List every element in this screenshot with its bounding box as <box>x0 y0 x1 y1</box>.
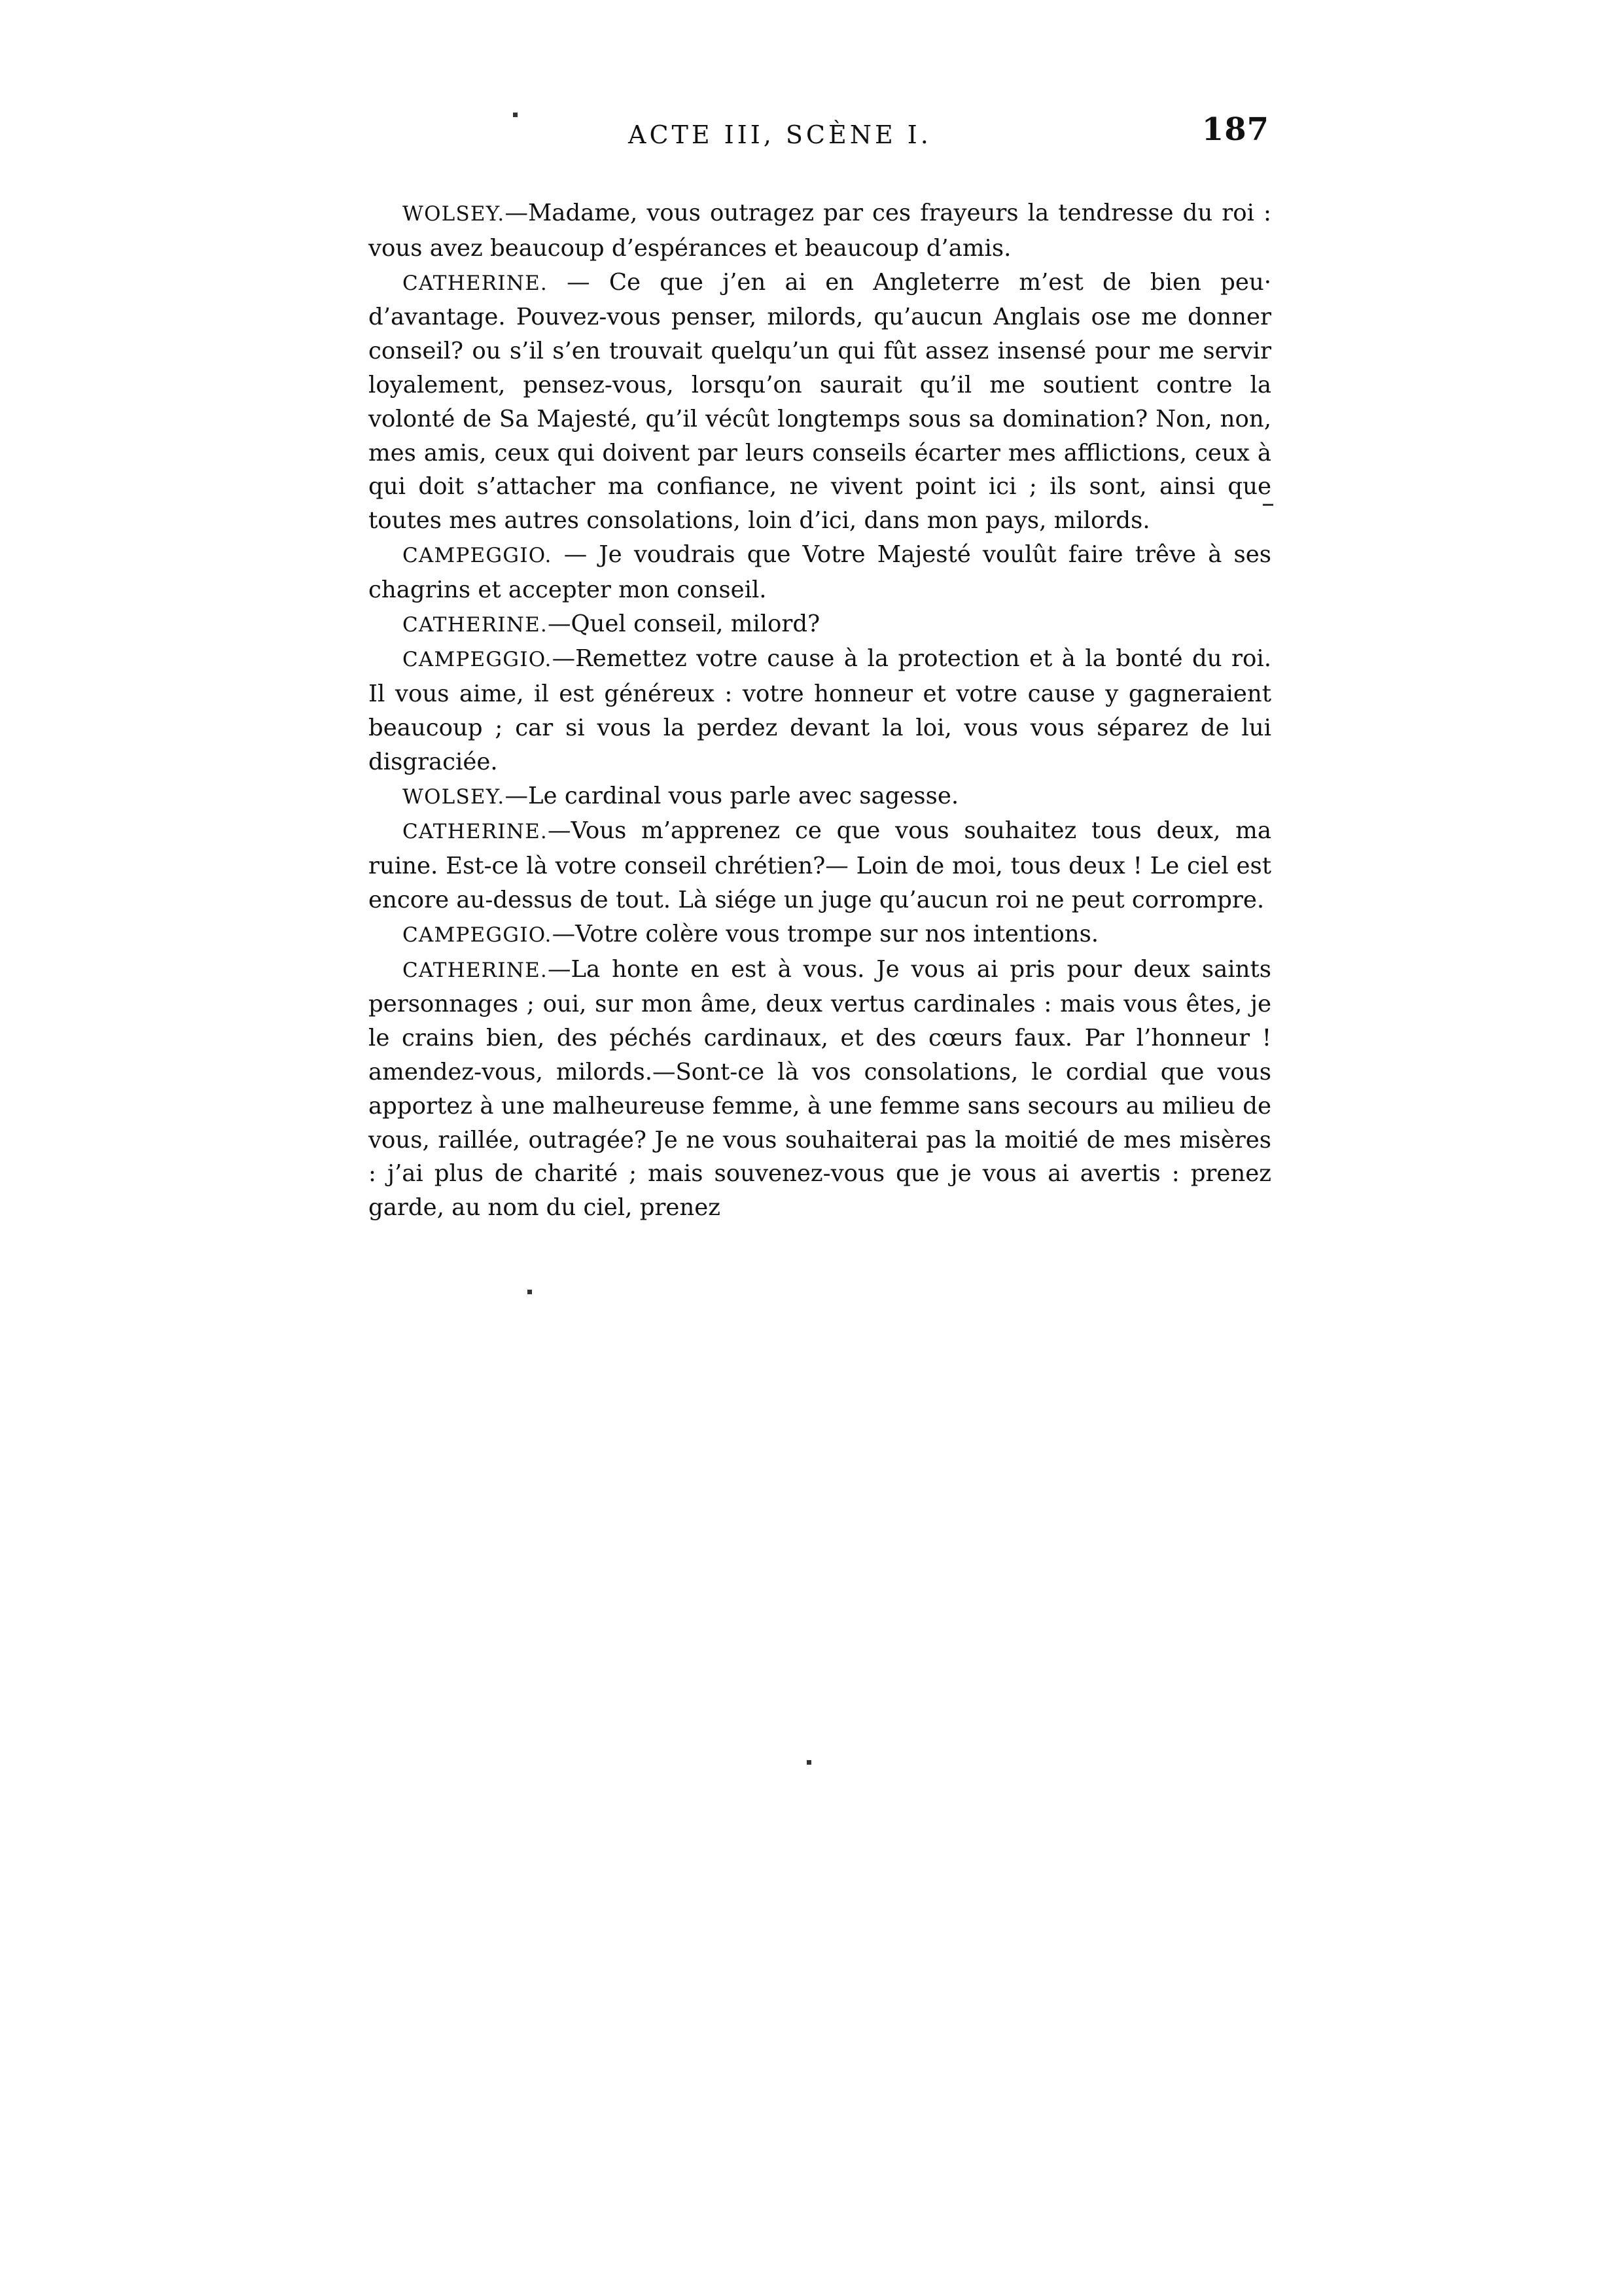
printers-mark-middle <box>527 1290 532 1294</box>
speaker-label: WOLSEY. <box>402 785 505 809</box>
dialogue-paragraph <box>368 642 1271 779</box>
speaker-label: CATHERINE. <box>402 271 548 295</box>
speech-text: — Ce que j’en ai en Angleterre m’est de bien peu· d’avantage. Pouvez-vous penser, milords, qu’aucun Anglais ose me donner conseil? ou s’il s’en trouvait quelqu’un qui fût assez insensé pour me servir loyalement, pensez-vous, lorsqu’on saurait qu’il me soutient contre la volonté de Sa Majesté, qu’il vécût longtemps sous sa domination? Non, non, mes amis, ceux qui doivent par leurs conseils écarter mes afflictions, ceux à qui doit s’attacher ma confiance, ne vivent point ici ; ils sont, ainsi que toutes mes autres consolations, loin d’ici, dans mon pays, milords. <box>368 268 1271 535</box>
speaker-label: CAMPEGGIO. <box>402 923 552 947</box>
dialogue-paragraph <box>368 953 1271 1225</box>
speaker-label: WOLSEY. <box>402 202 505 226</box>
dialogue-paragraph <box>368 607 1271 643</box>
page-header <box>366 111 1269 164</box>
dialogue-paragraph <box>368 814 1271 917</box>
speech-text: —Votre colère vous trompe sur nos intentions. <box>552 920 1099 947</box>
dialogue-paragraph <box>368 266 1271 538</box>
speech-text: —Vous m’apprenez ce que vous souhaitez tous deux, ma ruine. Est-ce là votre conseil chrétien?— Loin de moi, tous deux ! Le ciel est encore au-dessus de tout. Là siége un juge qu’aucun roi ne peut corrompre. <box>368 817 1271 913</box>
speaker-label: CATHERINE. <box>402 820 548 844</box>
body-text <box>368 196 1271 1225</box>
page-number: 187 <box>1201 111 1269 148</box>
dialogue-paragraph <box>368 196 1271 266</box>
speech-text: —Remettez votre cause à la protection et à la bonté du roi. Il vous aime, il est généreux : votre honneur et votre cause y gagneraient beaucoup ; car si vous la perdez devant la loi, vous vous séparez de lui disgraciée. <box>368 645 1271 775</box>
speaker-label: CAMPEGGIO. <box>402 648 552 672</box>
printers-mark-bottom <box>807 1760 811 1765</box>
speaker-label: CAMPEGGIO. <box>402 543 552 567</box>
speaker-label: CATHERINE. <box>402 958 548 982</box>
speech-text: —Madame, vous outragez par ces frayeurs la tendresse du roi : vous avez beaucoup d’espérances et beaucoup d’amis. <box>368 200 1271 262</box>
speech-text: —Le cardinal vous parle avec sagesse. <box>504 782 959 809</box>
dialogue-paragraph <box>368 917 1271 953</box>
speech-text: — Je voudrais que Votre Majesté voulût faire trêve à ses chagrins et accepter mon conseil. <box>368 540 1271 603</box>
speech-text: —Quel conseil, milord? <box>547 610 821 637</box>
dialogue-paragraph <box>368 538 1271 607</box>
running-head: ACTE III, SCÈNE I. <box>628 120 932 149</box>
speech-text: —La honte en est à vous. Je vous ai pris pour deux saints personnages ; oui, sur mon âme, deux vertus cardinales : mais vous êtes, je le crains bien, des péchés cardinaux, et des cœurs faux. Par l’honneur ! amendez-vous, milords.—Sont-ce là vos consolations, le cordial que vous apportez à une malheureuse femme, à une femme sans secours au milieu de vous, raillée, outragée? Je ne vous souhaiterai pas la moitié de mes misères : j’ai plus de charité ; mais souvenez-vous que je vous ai avertis : prenez garde, au nom du ciel, prenez <box>368 955 1271 1222</box>
speaker-label: CATHERINE. <box>402 612 548 637</box>
dialogue-paragraph <box>368 779 1271 815</box>
